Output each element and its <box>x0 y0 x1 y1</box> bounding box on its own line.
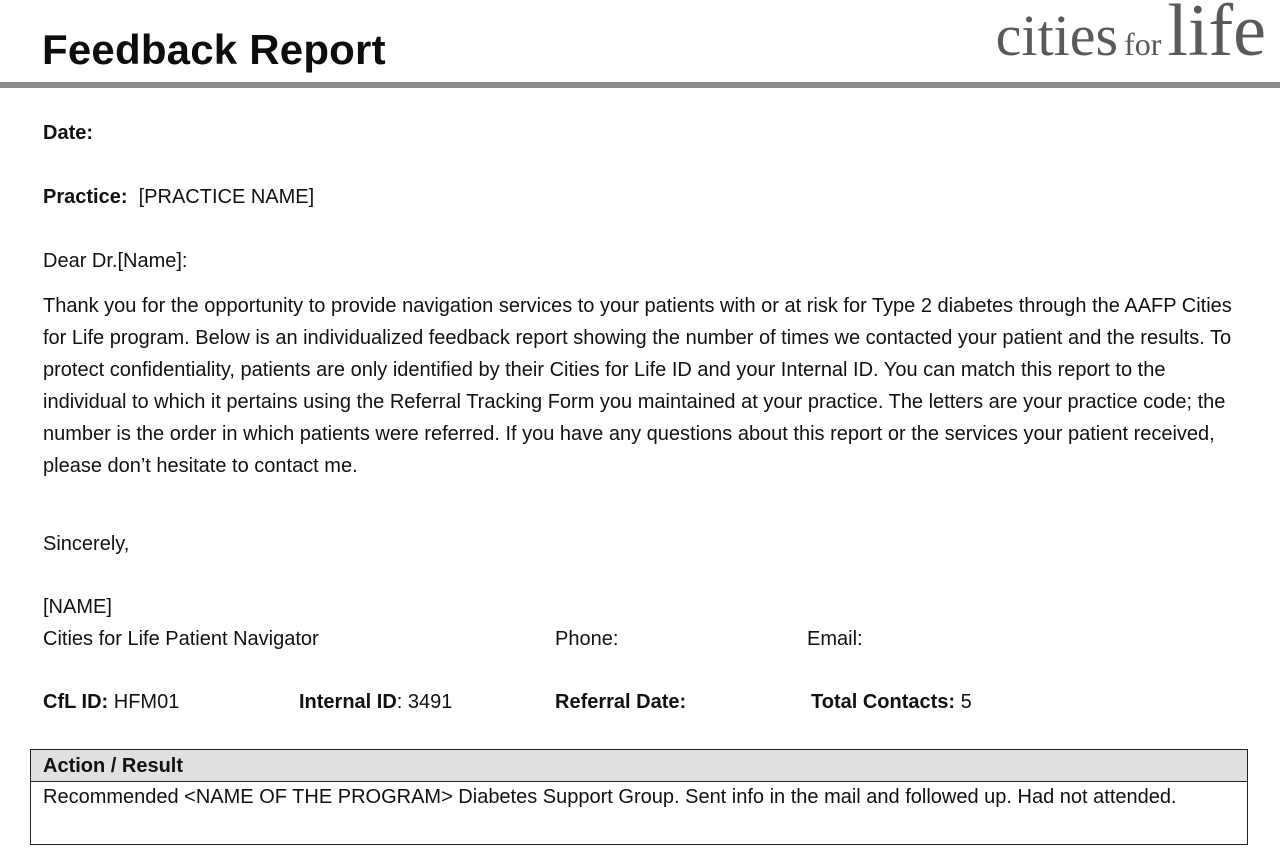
logo-word-for: for <box>1124 26 1162 62</box>
practice-line <box>43 181 314 213</box>
cfl-id-label: CfL ID: <box>43 691 109 713</box>
internal-id-field <box>299 686 452 718</box>
cfl-id-value: HFM01 <box>108 691 180 713</box>
page-title: Feedback Report <box>42 26 386 73</box>
logo-word-life: life <box>1167 0 1266 72</box>
header-divider <box>0 82 1280 88</box>
cities-for-life-logo <box>995 0 1266 72</box>
letter-body: Thank you for the opportunity to provide navigation services to your patients with or at risk for Type 2 diabetes through the AAFP Cities for Life program. Below is an individualized feedback report showing the number of times we contacted your patient and the results. To protect confidentiality, patients are only identified by their Cities for Life ID and your Internal ID. You can match this report to the individual to which it pertains using the Referral Tracking Form you maintained at your practice. The letters are your practice code; the number is the order in which patients were referred. If you have any questions about this report or the services your patient received, please don’t hesitate to contact me. <box>43 295 1232 477</box>
total-contacts-label: Total Contacts: <box>811 691 956 713</box>
signature-role: Cities for Life Patient Navigator <box>43 628 319 650</box>
practice-value: [PRACTICE NAME] <box>138 186 315 208</box>
internal-id-value: : 3491 <box>396 691 453 713</box>
total-contacts-field <box>811 686 972 718</box>
total-contacts-value: 5 <box>955 691 972 713</box>
referral-date-label: Referral Date: <box>555 691 687 713</box>
cfl-id-field <box>43 686 179 718</box>
action-result-table <box>30 749 1248 845</box>
table-row: Recommended <NAME OF THE PROGRAM> Diabetes Support Group. Sent info in the mail and followed up. Had not attended. <box>43 786 1177 808</box>
salutation: Dear Dr.[Name]: <box>43 250 188 272</box>
table-header: Action / Result <box>31 750 1247 782</box>
closing: Sincerely, <box>43 533 130 555</box>
signature-name: [NAME] <box>43 596 112 618</box>
date-label: Date: <box>43 122 94 144</box>
logo-word-cities: cities <box>995 3 1119 68</box>
phone-label: Phone: <box>555 628 619 650</box>
internal-id-label: Internal ID <box>299 691 397 713</box>
practice-label: Practice: <box>43 186 128 208</box>
email-label: Email: <box>807 628 863 650</box>
